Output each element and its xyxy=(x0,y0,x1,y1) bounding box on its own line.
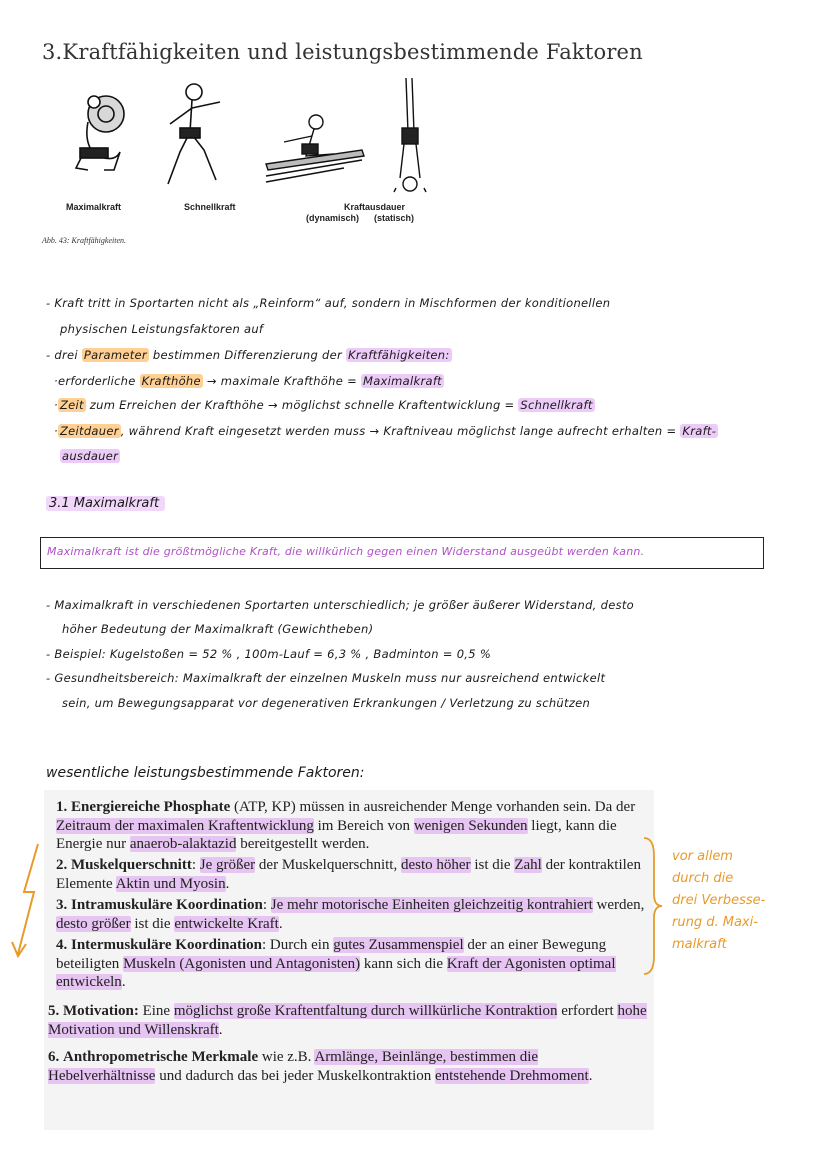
note-line-4: ·erforderliche Krafthöhe → maximale Krafthöhe = Maximalkraft xyxy=(54,374,442,388)
section-heading-maximalkraft: 3.1 Maximalkraft xyxy=(46,496,165,511)
factor-6: 6. Anthropometrische Merkmale wie z.B. Armlänge, Beinlänge, bestimmen die Hebelverhältnisse und dadurch das bei jeder Muskelkontraktion entstehende Drehmoment. xyxy=(48,1049,593,1084)
note-line-7 xyxy=(60,449,120,463)
figure-label-statisch: (statisch) xyxy=(374,213,415,223)
lightning-arrow-icon xyxy=(10,842,46,962)
factor-5: 5. Motivation: Eine möglichst große Kraftentfaltung durch willkürliche Kontraktion erfordert hohe Motivation und Willenskraft. xyxy=(48,1003,647,1038)
highlight-zeit: Zeit xyxy=(59,398,84,412)
factor-2: 2. Muskelquerschnitt: Je größer der Muskelquerschnitt, desto höher ist die Zahl der kontraktilen Elemente Aktin und Myosin. xyxy=(56,857,641,892)
mk-line-3: - Beispiel: Kugelstoßen = 52 % , 100m-Lauf = 6,3 % , Badminton = 0,5 % xyxy=(46,647,492,661)
brace-icon xyxy=(640,836,664,976)
highlight-kraftfaehigkeiten: Kraftfähigkeiten: xyxy=(348,348,450,362)
figure-label-schnellkraft: Schnellkraft xyxy=(184,202,236,212)
figure-label-dynamisch: (dynamisch) xyxy=(306,213,360,223)
figure-label-kraftausdauer: Kraftausdauer xyxy=(344,202,406,212)
highlight-zeitdauer: Zeitdauer xyxy=(59,424,119,438)
page-title: 3.Kraftfähigkeiten und leistungsbestimmende Faktoren xyxy=(42,40,643,64)
highlight-maximalkraft: Maximalkraft xyxy=(362,374,442,388)
kraftfaehigkeiten-figure xyxy=(44,72,454,232)
highlight-parameter: Parameter xyxy=(83,348,147,362)
note-line-6: · Zeitdauer , während Kraft eingesetzt werden muss → Kraftniveau möglichst lange aufrecht erhalten = Kraft- xyxy=(54,424,717,438)
note-line-3: - drei Parameter bestimmen Differenzierung der Kraftfähigkeiten: xyxy=(46,348,450,362)
highlight-schnellkraft: Schnellkraft xyxy=(520,398,593,412)
highlight-kraftoehe: Krafthöhe xyxy=(141,374,201,388)
factors-scan xyxy=(44,790,654,1130)
factor-1: 1. Energiereiche Phosphate (ATP, KP) müssen in ausreichender Menge vorhanden sein. Da der Zeitraum der maximalen Kraftentwicklung im Bereich von wenigen Sekunden liegt, kann die Energie nur anaerob-alaktazid bereitgestellt werden. xyxy=(56,799,636,852)
side-note: vor allem durch die drei Verbesse- rung d. Maxi- malkraft xyxy=(672,849,766,952)
figure-caption: Abb. 43: Kraftfähigkeiten. xyxy=(42,236,126,245)
note-line-5: · Zeit zum Erreichen der Krafthöhe → möglichst schnelle Kraftentwicklung = Schnellkraft xyxy=(54,398,593,412)
mk-line-4: - Gesundheitsbereich: Maximalkraft der einzelnen Muskeln muss nur ausreichend entwickelt xyxy=(46,671,606,685)
factor-3: 3. Intramuskuläre Koordination: Je mehr motorische Einheiten gleichzeitig kontrahiert werden, desto größer ist die entwickelte Kraft. xyxy=(56,897,645,932)
mk-line-1: - Maximalkraft in verschiedenen Sportarten unterschiedlich; je größer äußerer Widerstand, desto xyxy=(46,598,635,612)
definition-box xyxy=(40,537,764,569)
definition-text: Maximalkraft ist die größtmögliche Kraft, die willkürlich gegen einen Widerstand ausgeübt werden kann. xyxy=(47,545,645,558)
mk-line-5: sein, um Bewegungsapparat vor degenerativen Erkrankungen / Verletzung zu schützen xyxy=(62,696,591,710)
figure-label-maximalkraft: Maximalkraft xyxy=(66,202,122,212)
mk-line-2: höher Bedeutung der Maximalkraft (Gewichtheben) xyxy=(62,622,374,636)
highlight-kraft: Kraft- xyxy=(682,424,717,438)
highlight-ausdauer: ausdauer xyxy=(62,449,119,463)
note-line-1: - Kraft tritt in Sportarten nicht als „Reinform“ auf, sondern in Mischformen der konditionellen xyxy=(46,296,611,310)
factor-4: 4. Intermuskuläre Koordination: Durch ein gutes Zusammenspiel der an einer Bewegung beteiligten Muskeln (Agonisten und Antagonisten) kann sich die Kraft der Agonisten optimal entwickeln. xyxy=(56,937,616,990)
note-line-2: physischen Leistungsfaktoren auf xyxy=(60,322,264,336)
factors-title: wesentliche leistungsbestimmende Faktoren: xyxy=(46,765,365,781)
